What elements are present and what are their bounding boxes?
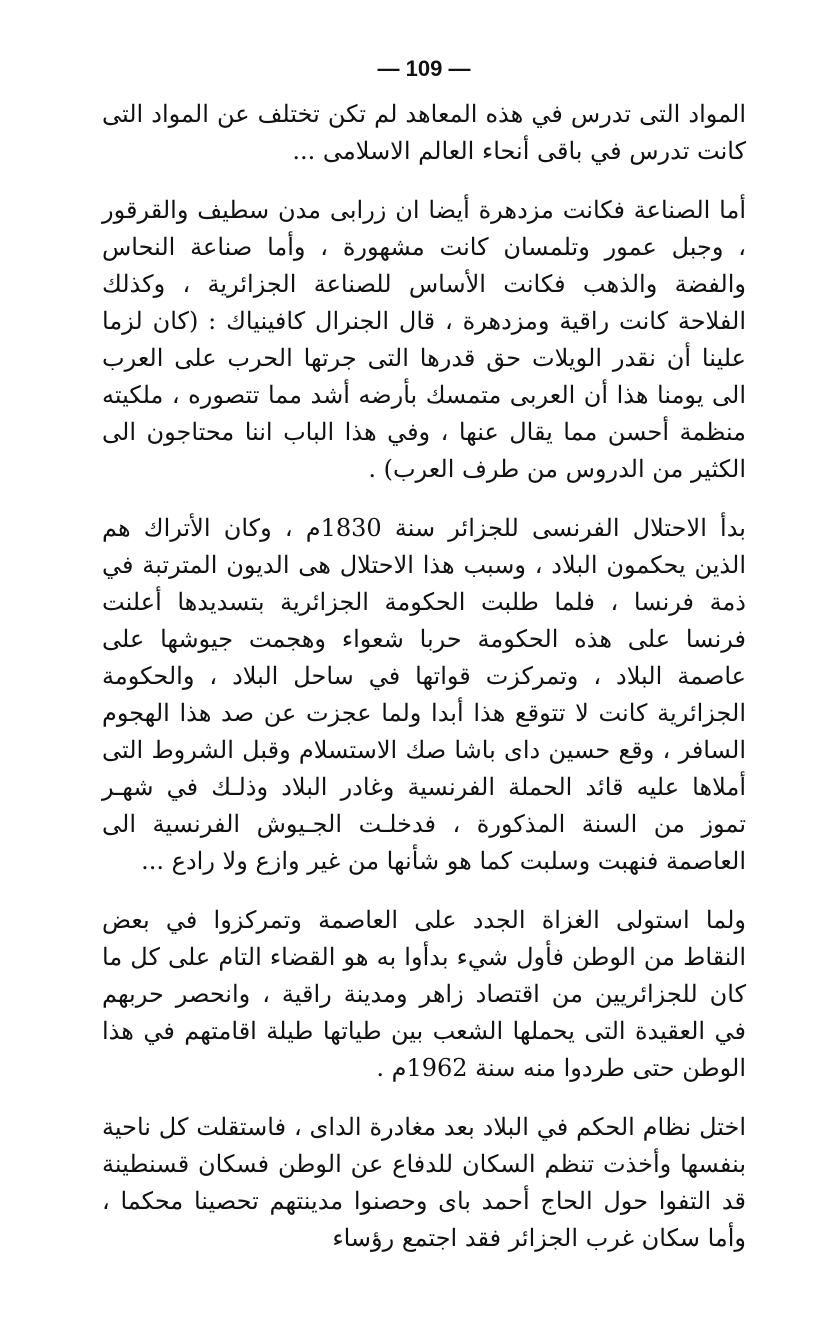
paragraph-3: بدأ الاحتلال الفرنسى للجزائر سنة 1830م ، وكان الأتراك هم الذين يحكمون البلاد ، وسبب هذا الاحتلال هى الديون المترتبة في ذمة فرنسا ، فلما طلبت الحكومة الجزائرية بتسديدها أعلنت فرنسا على هذه الحكومة حربا شعواء وهجمت جيوشها على عاصمة البلاد ، وتمركزت قواتها في ساحل البلاد ، والحكومة الجزائرية كانت لا تتوقع هذا أبدا ولما عجزت عن صد هذا الهجوم السافر ، وقع حسين داى باشا صك الاستسلام وقبل الشروط التى أملاها عليه قائد الحملة الفرنسية وغادر البلاد وذلـك في شهـر تموز من السنة المذكورة ، فدخلـت الجـيوش الفرنسية الى العاصمة فنهبت وسلبت كما هو شأنها من غير وازع ولا رادع ... bbox=[102, 514, 746, 875]
paragraph-4: ولما استولى الغزاة الجدد على العاصمة وتمركزوا في بعض النقاط من الوطن فأول شيء بدأوا به هو القضاء التام على كل ما كان للجزائريين من اقتصاد زاهر ومدينة راقية ، وانحصر حربهم في العقيدة التى يحملها الشعب بين طياتها طيلة اقامتهم في هذا الوطن حتى طردوا منه سنة 1962م . bbox=[102, 906, 746, 1082]
paragraph-1: المواد التى تدرس في هذه المعاهد لم تكن تختلف عن المواد التى كانت تدرس في باقى أنحاء العالم الاسلامى ... bbox=[102, 100, 746, 165]
paragraph-2: أما الصناعة فكانت مزدهرة أيضا ان زرابى مدن سطيف والقرقور ، وجبل عمور وتلمسان كانت مشهورة ، وأما صناعة النحاس والفضة والذهب فكانت الأساس للصناعة الجزائرية ، وكذلك الفلاحة كانت راقية ومزدهرة ، قال الجنرال كافينياك : (كان لزما علينا أن نقدر الويلات حق قدرها التى جرتها الحرب على العرب الى يومنا هذا أن العربى متمسك بأرضه أشد مما تتصوره ، ملكيته منظمة أحسن مما يقال عنها ، وفي هذا الباب اننا محتاجون الى الكثير من الدروس من طرف العرب) . bbox=[102, 196, 746, 483]
body-text bbox=[102, 96, 746, 1257]
page-number: — 109 — bbox=[377, 56, 471, 81]
paragraph-5: اختل نظام الحكم في البلاد بعد مغادرة الداى ، فاستقلت كل ناحية بنفسها وأخذت تنظم السكان للدفاع عن الوطن فسكان قسنطينة قد التفوا حول الحاج أحمد باى وحصنوا مدينتهم تحصينا محكما ، وأما سكان غرب الجزائر فقد اجتمع رؤساء bbox=[102, 1113, 746, 1252]
